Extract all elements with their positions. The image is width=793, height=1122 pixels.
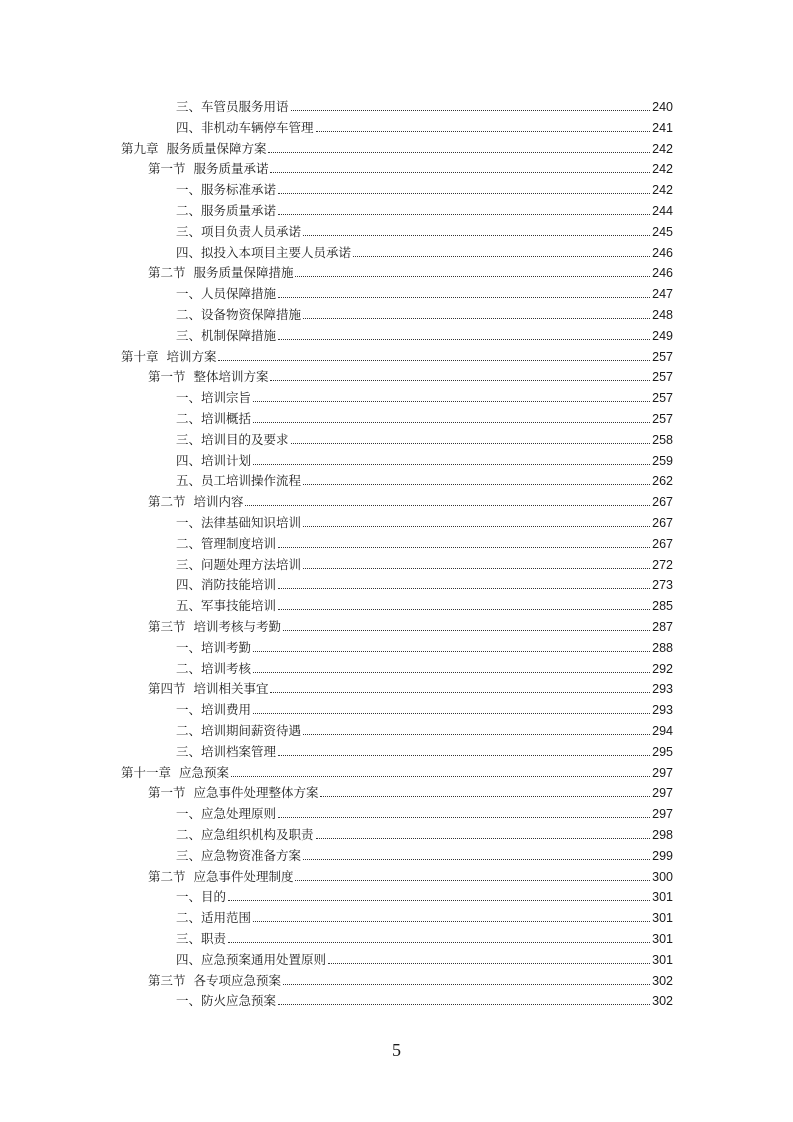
toc-entry-title: 四、非机动车辆停车管理 [176, 119, 314, 135]
toc-entry[interactable] [176, 927, 673, 947]
toc-entry-title: 第十章 培训方案 [121, 348, 217, 364]
toc-dot-leader [316, 838, 651, 839]
toc-entry-title: 四、培训计划 [176, 452, 252, 468]
toc-entry[interactable] [176, 698, 673, 718]
toc-entry-page: 249 [652, 328, 673, 343]
toc-entry-page: 257 [652, 391, 673, 406]
toc-entry[interactable] [176, 989, 673, 1009]
toc-entry-title: 第二节 服务质量保障措施 [148, 265, 294, 281]
toc-dot-leader [228, 900, 650, 901]
toc-dot-leader [268, 152, 650, 153]
toc-dot-leader [303, 734, 650, 735]
page-number: 5 [392, 1040, 401, 1060]
toc-entry-page: 302 [652, 994, 673, 1009]
toc-entry[interactable] [176, 802, 673, 822]
toc-entry-page: 273 [652, 578, 673, 593]
toc-entry[interactable] [176, 719, 673, 739]
toc-entry-title: 一、服务标准承诺 [176, 182, 277, 198]
toc-entry-page: 242 [652, 183, 673, 198]
toc-entry-title: 第九章 服务质量保障方案 [121, 140, 267, 156]
toc-entry[interactable] [176, 553, 673, 573]
toc-entry-page: 293 [652, 703, 673, 718]
toc-entry[interactable] [148, 781, 673, 801]
toc-entry-title: 三、应急物资准备方案 [176, 847, 302, 863]
toc-entry-page: 294 [652, 724, 673, 738]
toc-entry-page: 301 [652, 952, 673, 967]
toc-entry[interactable] [176, 199, 673, 219]
toc-entry-page: 248 [652, 308, 673, 322]
toc-entry-title: 二、培训期间薪资待遇 [176, 723, 302, 738]
toc-entry[interactable] [176, 220, 673, 240]
toc-entry-title: 第二节 应急事件处理制度 [148, 868, 294, 884]
toc-entry-page: 301 [652, 911, 673, 926]
toc-entry[interactable] [176, 324, 673, 344]
toc-entry-page: 257 [652, 370, 673, 385]
toc-entry-page: 288 [652, 640, 673, 655]
toc-entry-title: 二、设备物资保障措施 [176, 307, 302, 322]
toc-entry-title: 三、项目负责人员承诺 [176, 223, 302, 239]
toc-dot-leader [295, 880, 650, 881]
toc-entry-page: 292 [652, 661, 673, 676]
toc-entry-title: 第三节 各专项应急预案 [148, 972, 281, 988]
toc-dot-leader [328, 963, 650, 964]
toc-entry-title: 第十一章 应急预案 [121, 764, 229, 780]
toc-entry-page: 300 [652, 869, 673, 884]
toc-entry-page: 295 [652, 744, 673, 759]
toc-entry-page: 245 [652, 224, 673, 239]
toc-dot-leader [278, 609, 650, 610]
toc-entry-title: 第四节 培训相关事宜 [148, 681, 269, 697]
toc-dot-leader [278, 193, 650, 194]
toc-entry-title: 第一节 应急事件处理整体方案 [148, 785, 319, 801]
toc-entry-title: 第二节 培训内容 [148, 494, 244, 510]
toc-dot-leader [303, 484, 650, 485]
toc-entry-title: 第一节 服务质量承诺 [148, 161, 269, 177]
toc-entry-title: 二、培训概括 [176, 411, 252, 426]
toc-entry-title: 一、人员保障措施 [176, 286, 277, 302]
toc-entry-title: 五、员工培训操作流程 [176, 473, 302, 489]
toc-entry[interactable] [148, 969, 673, 989]
toc-dot-leader [270, 380, 650, 381]
toc-entry[interactable] [176, 469, 673, 489]
toc-dot-leader [253, 713, 650, 714]
toc-dot-leader [303, 859, 650, 860]
toc-entry[interactable] [148, 157, 673, 177]
toc-entry-title: 三、职责 [176, 931, 227, 946]
toc-dot-leader [245, 505, 650, 506]
toc-entry-title: 二、应急组织机构及职责 [176, 827, 314, 842]
toc-entry-title: 二、培训考核 [176, 660, 252, 676]
toc-dot-leader [228, 942, 650, 943]
toc-entry[interactable] [176, 657, 673, 677]
toc-entry[interactable] [176, 95, 673, 115]
toc-entry[interactable] [176, 948, 673, 968]
toc-entry-title: 一、培训宗旨 [176, 390, 252, 406]
toc-entry-page: 257 [652, 412, 673, 426]
toc-entry[interactable] [176, 386, 673, 406]
toc-dot-leader [278, 1004, 650, 1005]
toc-entry-title: 四、拟投入本项目主要人员承诺 [176, 244, 352, 260]
toc-dot-leader [270, 692, 650, 693]
toc-entry-page: 267 [652, 516, 673, 530]
toc-dot-leader [278, 339, 650, 340]
toc-entry[interactable] [148, 615, 673, 635]
toc-entry[interactable] [121, 761, 673, 781]
toc-entry-page: 240 [652, 100, 673, 114]
toc-dot-leader [231, 776, 650, 777]
toc-entry-page: 299 [652, 848, 673, 863]
toc-entry-page: 267 [652, 495, 673, 510]
toc-entry-title: 三、机制保障措施 [176, 327, 277, 343]
toc-entry-page: 242 [652, 162, 673, 177]
toc-entry[interactable] [176, 594, 673, 614]
toc-entry[interactable] [176, 116, 673, 136]
toc-entry-title: 一、法律基础知识培训 [176, 515, 302, 530]
toc-entry[interactable] [148, 365, 673, 385]
toc-dot-leader [253, 422, 650, 423]
toc-entry-page: 257 [652, 349, 673, 364]
toc-entry-title: 二、服务质量承诺 [176, 203, 277, 218]
toc-entry[interactable] [148, 865, 673, 885]
toc-dot-leader [295, 276, 650, 277]
toc-entry-page: 287 [652, 620, 673, 634]
toc-dot-leader [253, 651, 650, 652]
toc-dot-leader [253, 672, 650, 673]
toc-entry[interactable] [148, 490, 673, 510]
toc-dot-leader [253, 401, 650, 402]
toc-entry-title: 第三节 培训考核与考勤 [148, 619, 281, 634]
toc-entry-page: 298 [652, 828, 673, 842]
toc-entry[interactable] [176, 906, 673, 926]
toc-dot-leader [320, 796, 650, 797]
toc-entry-title: 一、培训费用 [176, 702, 252, 718]
toc-dot-leader [278, 755, 650, 756]
toc-entry-title: 二、适用范围 [176, 910, 252, 926]
toc-entry-page: 302 [652, 973, 673, 988]
toc-entry[interactable] [176, 511, 673, 531]
toc-dot-leader [303, 526, 650, 527]
toc-dot-leader [303, 235, 650, 236]
toc-entry-page: 259 [652, 453, 673, 468]
toc-entry-page: 267 [652, 536, 673, 551]
toc-dot-leader [353, 256, 650, 257]
toc-dot-leader [283, 984, 650, 985]
toc-entry-title: 一、培训考勤 [176, 639, 252, 655]
toc-entry-page: 272 [652, 557, 673, 572]
toc-entry-page: 297 [652, 765, 673, 780]
toc-dot-leader [253, 464, 650, 465]
toc-dot-leader [291, 110, 651, 111]
toc-dot-leader [253, 921, 650, 922]
toc-dot-leader [278, 214, 650, 215]
toc-entry[interactable] [176, 282, 673, 302]
toc-entry-page: 301 [652, 932, 673, 946]
toc-dot-leader [291, 443, 651, 444]
toc-entry-page: 258 [652, 432, 673, 447]
toc-entry[interactable] [121, 137, 673, 157]
toc-entry-page: 301 [652, 890, 673, 905]
toc-entry-title: 三、培训档案管理 [176, 743, 277, 759]
toc-entry[interactable] [176, 636, 673, 656]
toc-entry-page: 246 [652, 245, 673, 260]
toc-entry-page: 242 [652, 141, 673, 156]
toc-entry[interactable] [176, 532, 673, 552]
toc-entry[interactable] [176, 241, 673, 261]
toc-entry-title: 一、目的 [176, 889, 227, 905]
toc-entry-title: 三、车管员服务用语 [176, 99, 289, 114]
toc-dot-leader [303, 318, 650, 319]
toc-entry[interactable] [176, 428, 673, 448]
toc-entry-page: 262 [652, 474, 673, 489]
toc-dot-leader [303, 568, 650, 569]
toc-entry-page: 297 [652, 786, 673, 801]
toc-dot-leader [270, 172, 650, 173]
toc-entry[interactable] [176, 885, 673, 905]
toc-entry-title: 二、管理制度培训 [176, 535, 277, 551]
toc-entry-page: 285 [652, 599, 673, 614]
toc-entry-page: 293 [652, 682, 673, 697]
toc-entry-title: 四、消防技能培训 [176, 577, 277, 593]
toc-dot-leader [218, 360, 650, 361]
toc-entry-title: 第一节 整体培训方案 [148, 369, 269, 385]
toc-entry[interactable] [176, 740, 673, 760]
toc-entry[interactable] [176, 178, 673, 198]
toc-dot-leader [278, 588, 650, 589]
toc-entry[interactable] [176, 449, 673, 469]
toc-entry-title: 三、问题处理方法培训 [176, 556, 302, 572]
toc-entry-title: 四、应急预案通用处置原则 [176, 951, 327, 967]
toc-dot-leader [283, 630, 650, 631]
toc-dot-leader [278, 817, 650, 818]
toc-entry-page: 241 [652, 120, 673, 135]
toc-entry[interactable] [176, 844, 673, 864]
toc-entry-title: 一、防火应急预案 [176, 993, 277, 1009]
toc-entry-page: 247 [652, 287, 673, 302]
toc-entry-page: 297 [652, 807, 673, 822]
toc-entry-title: 三、培训目的及要求 [176, 431, 289, 447]
toc-dot-leader [316, 131, 651, 132]
toc-entry[interactable] [176, 823, 673, 843]
toc-entry-title: 五、军事技能培训 [176, 598, 277, 614]
toc-dot-leader [278, 297, 650, 298]
toc-entry-title: 一、应急处理原则 [176, 806, 277, 822]
toc-entry[interactable] [148, 261, 673, 281]
toc-entry[interactable] [176, 303, 673, 323]
toc-entry[interactable] [176, 407, 673, 427]
toc-dot-leader [278, 547, 650, 548]
toc-entry-page: 246 [652, 266, 673, 281]
toc-entry-page: 244 [652, 204, 673, 218]
toc-entry[interactable] [148, 677, 673, 697]
toc-entry[interactable] [176, 573, 673, 593]
toc-entry[interactable] [121, 345, 673, 365]
